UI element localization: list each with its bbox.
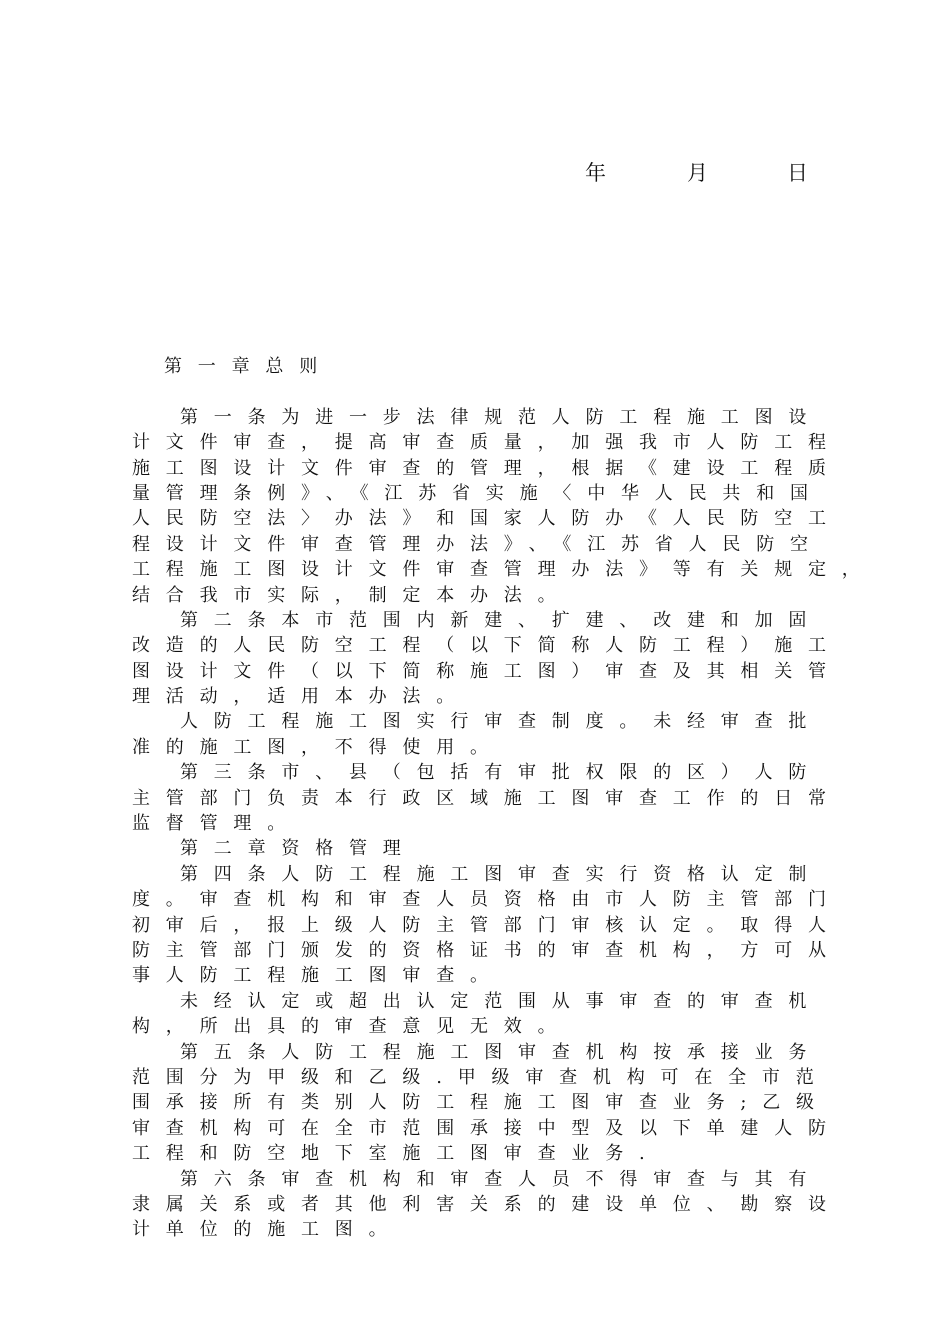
article-line: 图设计文件（以下简称施工图）审查及其相关管: [132, 660, 842, 682]
article-line: 计单位的施工图。: [132, 1219, 403, 1241]
article-line: 第一条为进一步法律规范人防工程施工图设: [180, 406, 823, 428]
date-year-label: 年: [585, 161, 606, 185]
article-line: 施工图设计文件审查的管理，根据《建设工程质: [132, 457, 842, 479]
article-line: 准的施工图，不得使用。: [132, 736, 504, 758]
article-line: 工程施工图设计文件审查管理办法》等有关规定，: [132, 559, 876, 581]
paragraph-gap: [132, 379, 812, 404]
article-line: 第四条人防工程施工图审查实行资格认定制: [180, 863, 823, 885]
article-line: 第五条人防工程施工图审查机构按承接业务: [180, 1041, 823, 1063]
article-line: 第六条审查机构和审查人员不得审查与其有: [180, 1168, 823, 1190]
article-line: 量管理条例》、《江苏省实施〈中华人民共和国: [132, 482, 824, 504]
article-line: 监督管理。: [132, 813, 301, 835]
article-line: 改造的人民防空工程（以下简称人防工程）施工: [132, 635, 842, 657]
article-line: 构，所出具的审查意见无效。: [132, 1016, 572, 1038]
article-line: 工程和防空地下室施工图审查业务.: [132, 1143, 661, 1165]
article-line: 结合我市实际，制定本办法。: [132, 584, 572, 606]
article-line: 范围分为甲级和乙级.甲级审查机构可在全市范: [132, 1066, 830, 1088]
article-line: 第三条市、县（包括有审批权限的区）人防: [180, 762, 823, 784]
article-line: 程设计文件审查管理办法》、《江苏省人民防空: [132, 533, 824, 555]
article-line: 隶属关系或者其他利害关系的建设单位、勘察设: [132, 1193, 842, 1215]
article-line: 事人防工程施工图审查。: [132, 965, 504, 987]
chapter-heading: 第一章总则: [164, 356, 333, 377]
article-line: 第二条本市范围内新建、扩建、改建和加固: [180, 609, 823, 631]
article-line: 围承接所有类别人防工程施工图审查业务;乙级: [132, 1092, 830, 1114]
date-line: [585, 157, 810, 187]
article-line: 度。审查机构和审查人员资格由市人防主管部门: [132, 889, 842, 911]
chapter-heading: 第二章资格管理: [180, 838, 417, 860]
article-line: 主管部门负责本行政区域施工图审查工作的日常: [132, 787, 842, 809]
date-month-label: 月: [687, 161, 708, 185]
date-day-label: 日: [787, 161, 808, 185]
article-line: 未经认定或超出认定范围从事审查的审查机: [180, 990, 823, 1012]
article-line: 人防工程施工图实行审查制度。未经审查批: [180, 711, 823, 733]
article-line: 计文件审查，提高审查质量，加强我市人防工程: [132, 432, 842, 454]
article-line: 人民防空法〉办法》和国家人防办《人民防空工: [132, 508, 842, 530]
article-line: 防主管部门颁发的资格证书的审查机构，方可从: [132, 939, 842, 961]
regulation-body: [132, 354, 876, 1243]
article-line: 审查机构可在全市范围承接中型及以下单建人防: [132, 1117, 842, 1139]
article-line: 初审后，报上级人防主管部门审核认定。取得人: [132, 914, 842, 936]
article-line: 理活动，适用本办法。: [132, 686, 470, 708]
